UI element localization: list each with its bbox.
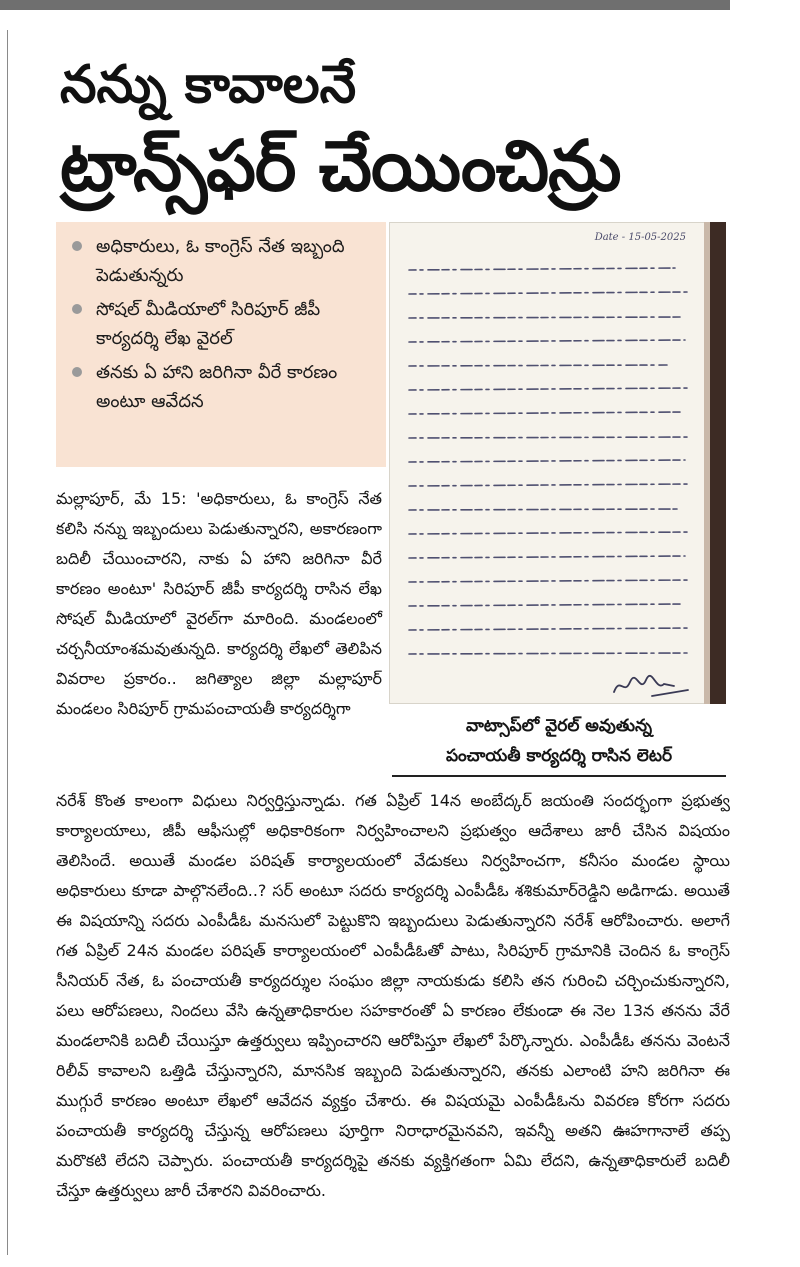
photo-background-strip bbox=[704, 222, 710, 704]
highlight-text: తనకు ఏ హాని జరిగినా వీరే కారణం అంటూ ఆవేదన bbox=[96, 362, 338, 412]
caption-line-1: వాట్సాప్‌లో వైరల్ అవుతున్న bbox=[466, 716, 652, 736]
photo-background-edge bbox=[710, 222, 726, 704]
handwritten-letter-lines bbox=[405, 262, 695, 682]
left-column-rule bbox=[7, 30, 8, 1255]
headline-line-1: నన్ను కావాలనే bbox=[60, 55, 357, 115]
caption-line-2: పంచాయతీ కార్యదర్శి రాసిన లెటర్ bbox=[445, 746, 673, 766]
caption-text bbox=[392, 711, 726, 771]
letter-photo bbox=[389, 222, 726, 704]
top-divider-bar bbox=[0, 0, 730, 10]
highlight-item bbox=[70, 232, 378, 290]
letter-date: Date - 15-05-2025 bbox=[594, 232, 686, 243]
highlights-list bbox=[70, 232, 378, 416]
caption-underline bbox=[392, 775, 726, 777]
bullet-icon bbox=[72, 304, 82, 314]
highlight-text: అధికారులు, ఓ కాంగ్రెస్ నేత ఇబ్బంది పెడుతున్నరు bbox=[96, 236, 345, 286]
highlight-item bbox=[70, 295, 378, 353]
handwritten-signature-icon bbox=[612, 672, 692, 700]
headline-line-2: ట్రాన్స్‌ఫర్ చేయించిన్రు bbox=[60, 125, 621, 207]
bullet-icon bbox=[72, 367, 82, 377]
highlight-text: సోషల్ మీడియాలో సిరిపూర్ జీపీ కార్యదర్శి లేఖ వైరల్ bbox=[96, 299, 321, 349]
bullet-icon bbox=[72, 241, 82, 251]
article-column-text: మల్లాపూర్, మే 15: 'అధికారులు, ఓ కాంగ్రెస్ నేత కలిసి నన్ను ఇబ్బందులు పెడుతున్నారని, అకారణంగా బదిలీ చేయించారని, నాకు ఏ హాని జరిగినా వీరే కారణం అంటూ' సిరిపూర్ జీపీ కార్యదర్శి రాసిన లేఖ సోషల్ మీడియాలో వైరల్‌గా మారింది. మండలంలో చర్చనీయాంశమవుతున్నది. కార్యదర్శి లేఖలో తెలిపిన వివరాల ప్రకారం.. జగిత్యాల జిల్లా మల్లాపూర్ మండలం సిరిపూర్ గ్రామపంచాయతీ కార్యదర్శిగా bbox=[56, 489, 382, 718]
article-body-text: నరేశ్ కొంత కాలంగా విధులు నిర్వర్తిస్తున్నాడు. గత ఏప్రిల్ 14న అంబేద్కర్ జయంతి సందర్భంగా ప్రభుత్వ కార్యాలయాలు, జీపీ ఆఫీసుల్లో అధికారికంగా నిర్వహించాలని ప్రభుత్వం ఆదేశాలు జారీ చేసిన విషయం తెలిసిందే. అయితే మండల పరిషత్ కార్యాలయంలో వేడుకలు నిర్వహించగా, కనీసం మండల స్థాయి అధికారులు కూడా పాల్గొనలేంది..? సర్ అంటూ సదరు కార్యదర్శి ఎంపీడీఓ శశికుమార్‌రెడ్డిని అడిగాడు. అయితే ఈ విషయాన్ని సదరు ఎంపీడీఓ మనసులో పెట్టుకొని ఇబ్బందులు పెడుతున్నారని నరేశ్ ఆరోపించారు. అలాగే గత ఏప్రిల్ 24న మండల పరిషత్ కార్యాలయంలో ఎంపీడీఓతో పాటు, సిరిపూర్ గ్రామానికి చెందిన ఓ కాంగ్రెస్ సీనియర్ నేత, ఓ పంచాయతీ కార్యదర్శుల సంఘం జిల్లా నాయకుడు కలిసి తన గురించి చర్చించుకున్నారని, పలు ఆరోపణలు, నిందలు వేసి ఉన్నతాధికారుల సహకారంతో ఏ కారణం లేకుండా ఈ నెల 13న తనను వేరే మండలానికి బదిలీ చేయిస్తూ ఉత్తర్వులు ఇప్పించారని ఆరోపిస్తూ లేఖలో పేర్కొన్నారు. ఎంపీడీఓ తనను వెంటనే రిలీవ్ కావాలని ఒత్తిడి చేస్తున్నారని, మానసిక ఇబ్బంది పెడుతున్నారని, తనకు ఎలాంటి హని జరిగినా ఈ ముగ్గురే కారణం అంటూ లేఖలో ఆవేదన వ్యక్తం చేశారు. ఈ విషయమై ఎంపీడీఓను వివరణ కోరగా సదరు పంచాయతీ కార్యదర్శి చేస్తున్న ఆరోపణలు పూర్తిగా నిరాధారమైనవని, ఇవన్నీ అతని ఊహగానాలే తప్ప మరొకటి లేదని చెప్పారు. పంచాయతీ కార్యదర్శిపై తనకు వ్యక్తిగతంగా ఏమి లేదని, ఉన్నతాధికారులే బదిలీ చేస్తూ ఉత్తర్వులు జారీ చేశారని వివరించారు. bbox=[56, 791, 730, 1200]
highlight-item bbox=[70, 358, 378, 416]
highlights-box bbox=[56, 222, 386, 467]
